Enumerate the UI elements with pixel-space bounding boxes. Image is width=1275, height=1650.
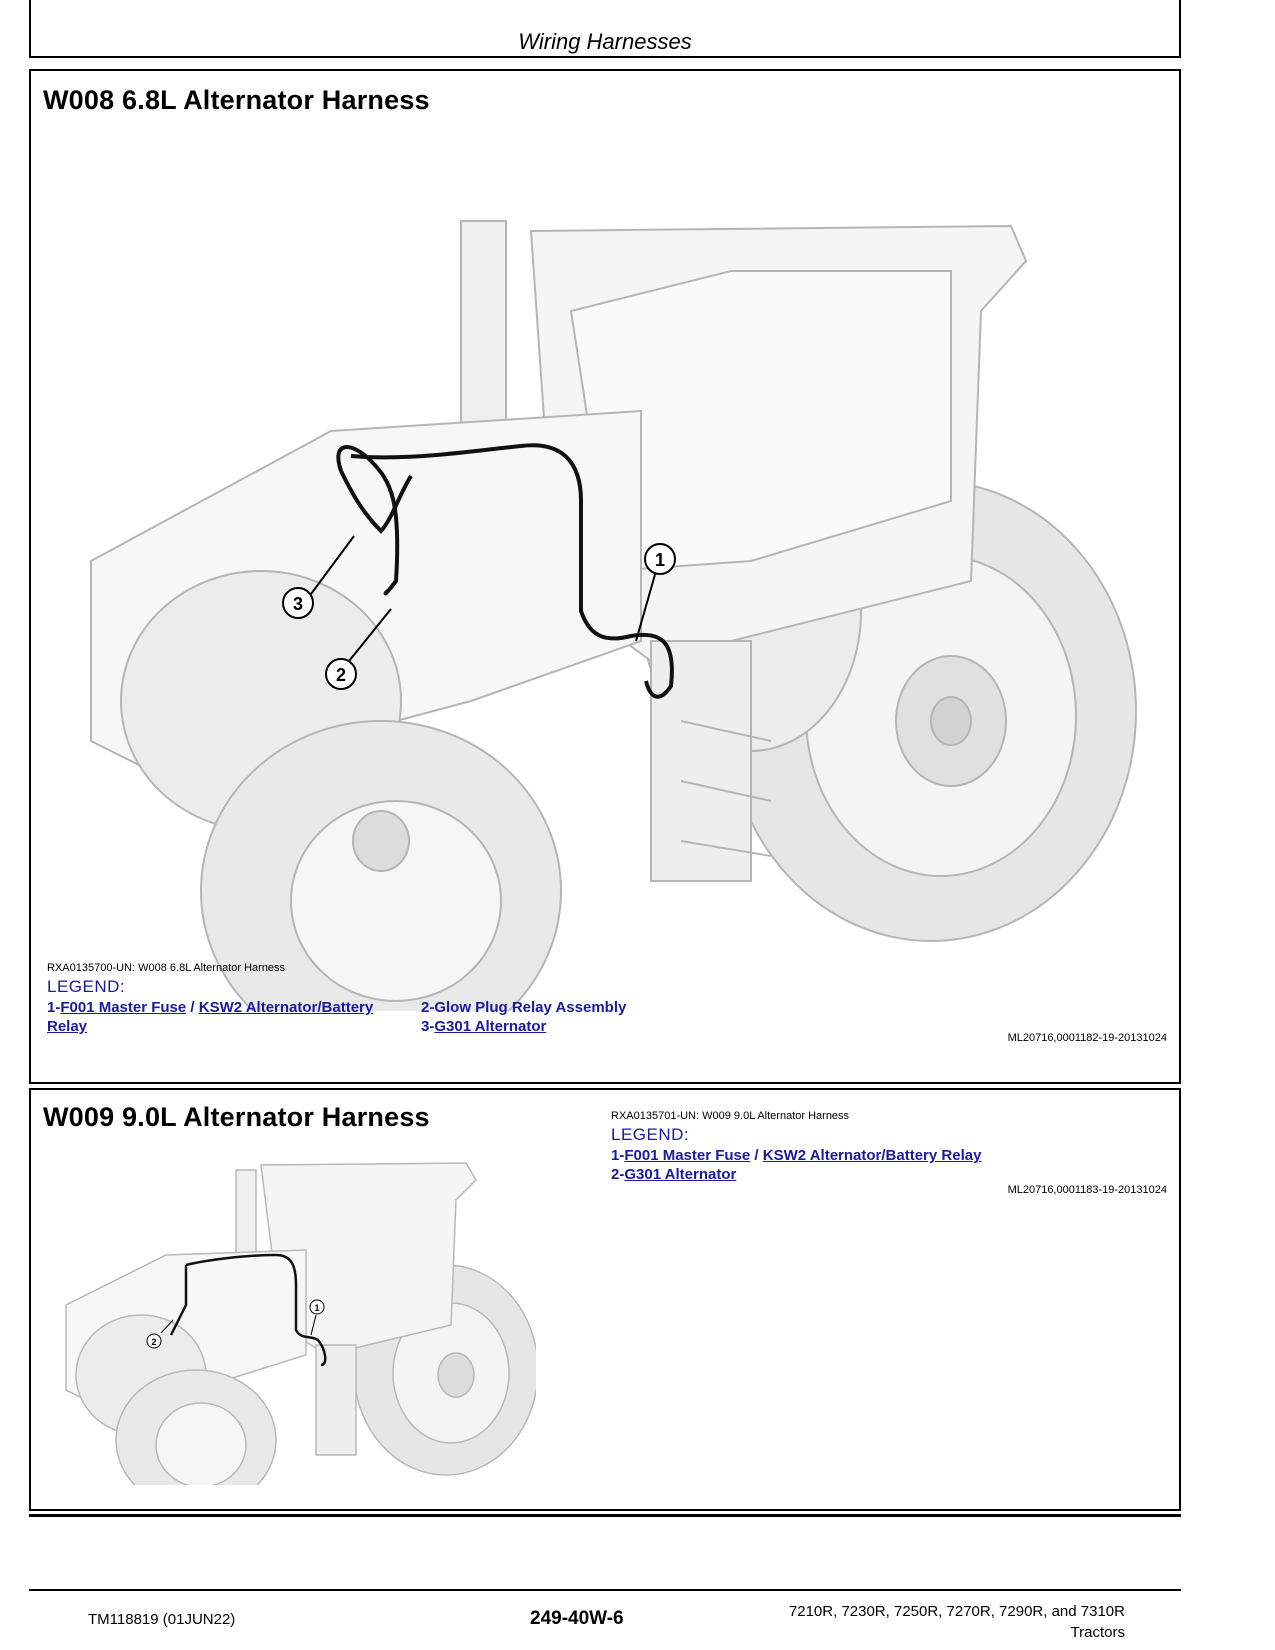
figure-caption: RXA0135700-UN: W008 6.8L Alternator Harness	[47, 962, 286, 974]
reference-id: ML20716,0001183-19-20131024	[1007, 1184, 1167, 1196]
callout-1	[645, 544, 675, 574]
legend-label: LEGEND:	[611, 1125, 690, 1144]
legend-item-1[interactable]: 1-F001 Master Fuse / KSW2 Alternator/Battery Relay	[47, 999, 374, 1035]
footer-doc-id: TM118819 (01JUN22)	[88, 1611, 236, 1628]
callout-2-label: 2	[151, 1337, 157, 1347]
figure-caption: RXA0135701-UN: W009 9.0L Alternator Harness	[611, 1110, 850, 1122]
section-w008	[29, 69, 1181, 1084]
tractor-illustration-w009	[46, 1155, 536, 1485]
legend-item-2: 2-Glow Plug Relay Assembly	[421, 999, 627, 1016]
page-header-title: Wiring Harnesses	[518, 29, 692, 54]
footer-models: 7210R, 7230R, 7250R, 7270R, 7290R, and 7310R	[788, 1603, 1125, 1620]
callout-1-label: 1	[314, 1303, 320, 1313]
footer-product	[789, 1601, 1125, 1643]
tractor-illustration-w008	[51, 141, 1161, 1011]
legend-item-1[interactable]: 1-F001 Master Fuse / KSW2 Alternator/Battery Relay	[611, 1147, 982, 1164]
legend-label: LEGEND:	[47, 977, 126, 996]
footer-rule	[29, 1589, 1181, 1591]
callout-3-label: 3	[292, 594, 304, 614]
reference-id: ML20716,0001182-19-20131024	[1007, 1032, 1167, 1044]
callout-2	[326, 659, 356, 689]
legend-item-2[interactable]: 2-G301 Alternator	[611, 1166, 737, 1183]
section-end-rule	[29, 1514, 1181, 1517]
section-title: W008 6.8L Alternator Harness	[43, 85, 430, 115]
section-title: W009 9.0L Alternator Harness	[43, 1102, 430, 1132]
callout-1-label: 1	[654, 550, 666, 570]
header-box	[29, 0, 1181, 58]
callout-2	[147, 1334, 161, 1348]
callout-3	[283, 588, 313, 618]
callout-1	[310, 1300, 324, 1314]
legend-item-3[interactable]: 3-G301 Alternator	[421, 1018, 547, 1035]
callout-2-label: 2	[335, 665, 347, 685]
footer-product-name: Tractors	[1070, 1624, 1125, 1641]
footer-page-number: 249-40W-6	[530, 1608, 624, 1629]
section-w009	[29, 1088, 1181, 1511]
